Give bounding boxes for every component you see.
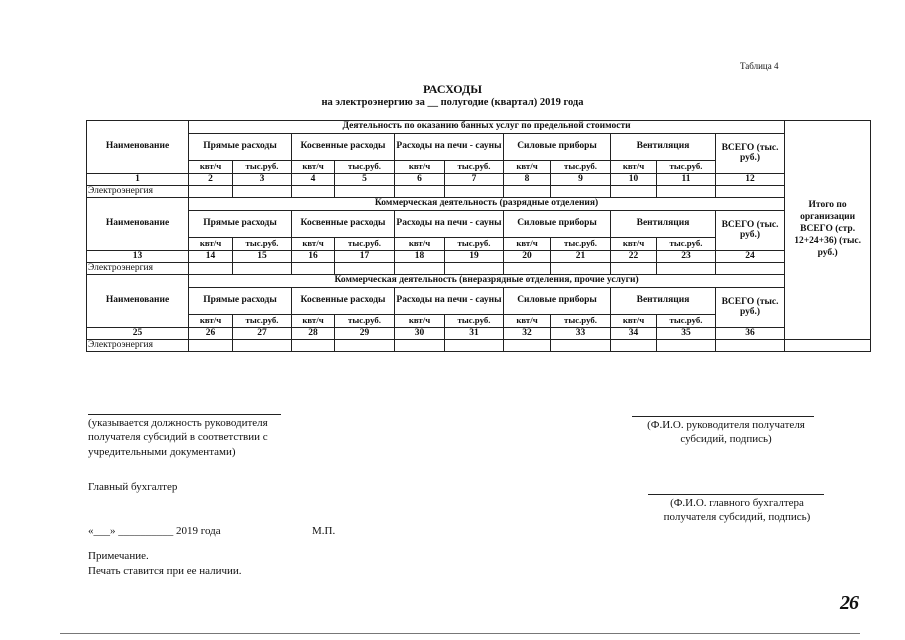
column-number-row xyxy=(87,174,871,186)
section-title-row xyxy=(87,198,871,211)
section-title: Деятельность по оказанию банных услуг по предельной стоимости xyxy=(189,121,785,134)
value-cell xyxy=(611,186,657,198)
value-cell xyxy=(551,186,611,198)
unit-kwh: квт/ч xyxy=(395,315,445,328)
unit-rub: тыс.руб. xyxy=(551,315,611,328)
sum-header: ВСЕГО (тыс. руб.) xyxy=(716,211,785,251)
column-number: 12 xyxy=(716,174,785,186)
unit-kwh: квт/ч xyxy=(292,161,335,174)
column-number: 5 xyxy=(335,174,395,186)
group-header: Косвенные расходы xyxy=(292,211,395,238)
electricity-row xyxy=(87,186,871,198)
column-number: 34 xyxy=(611,328,657,340)
head-note: (Ф.И.О. руководителя получателя субсидий, подпись) xyxy=(647,419,805,446)
row-label: Электроэнергия xyxy=(87,186,189,198)
value-cell xyxy=(395,263,445,275)
column-number: 11 xyxy=(657,174,716,186)
section-title: Коммерческая деятельность (разрядные отделения) xyxy=(189,198,785,211)
date-line: «___» __________ 2019 года xyxy=(88,525,221,537)
column-number: 28 xyxy=(292,328,335,340)
value-cell xyxy=(551,340,611,352)
electricity-row xyxy=(87,263,871,275)
head-signature-line xyxy=(632,416,814,417)
unit-kwh: квт/ч xyxy=(504,238,551,251)
value-cell xyxy=(611,340,657,352)
stamp-place: М.П. xyxy=(312,525,336,537)
electricity-row xyxy=(87,340,871,352)
column-number: 8 xyxy=(504,174,551,186)
unit-rub: тыс.руб. xyxy=(233,315,292,328)
value-cell xyxy=(189,263,233,275)
sum-header: ВСЕГО (тыс. руб.) xyxy=(716,288,785,328)
column-number: 18 xyxy=(395,251,445,263)
column-number: 10 xyxy=(611,174,657,186)
group-header-row xyxy=(87,288,871,315)
group-header: Силовые приборы xyxy=(504,288,611,315)
column-number: 19 xyxy=(445,251,504,263)
document-subtitle: на электроэнергию за __ полугодие (квартал) 2019 года xyxy=(321,97,584,108)
unit-kwh: квт/ч xyxy=(395,161,445,174)
group-header: Прямые расходы xyxy=(189,211,292,238)
group-header: Расходы на печи - сауны xyxy=(395,288,504,315)
row-label: Электроэнергия xyxy=(87,340,189,352)
column-number: 4 xyxy=(292,174,335,186)
group-header: Косвенные расходы xyxy=(292,288,395,315)
position-signature-line xyxy=(88,414,281,415)
value-cell xyxy=(233,263,292,275)
unit-rub: тыс.руб. xyxy=(445,315,504,328)
value-cell xyxy=(445,263,504,275)
group-header: Расходы на печи - сауны xyxy=(395,134,504,161)
group-header: Силовые приборы xyxy=(504,211,611,238)
note-text: Печать ставится при ее наличии. xyxy=(88,565,242,577)
chief-accountant-label: Главный бухгалтер xyxy=(88,481,178,493)
accountant-signature-line xyxy=(648,494,824,495)
column-number: 27 xyxy=(233,328,292,340)
column-number: 16 xyxy=(292,251,335,263)
name-header: Наименование xyxy=(87,121,189,174)
column-number: 9 xyxy=(551,174,611,186)
total-header: Итого по организации ВСЕГО (стр. 12+24+36) (тыс. руб.) xyxy=(785,121,871,340)
unit-kwh: квт/ч xyxy=(611,161,657,174)
value-cell xyxy=(395,340,445,352)
value-cell xyxy=(716,263,785,275)
column-number-row xyxy=(87,251,871,263)
column-number: 36 xyxy=(716,328,785,340)
group-header: Прямые расходы xyxy=(189,134,292,161)
value-cell xyxy=(233,186,292,198)
column-number: 23 xyxy=(657,251,716,263)
value-cell xyxy=(657,186,716,198)
group-header: Расходы на печи - сауны xyxy=(395,211,504,238)
column-number: 35 xyxy=(657,328,716,340)
group-header: Вентиляция xyxy=(611,288,716,315)
unit-rub: тыс.руб. xyxy=(445,161,504,174)
value-cell xyxy=(189,186,233,198)
column-number: 31 xyxy=(445,328,504,340)
column-number: 1 xyxy=(87,174,189,186)
name-header: Наименование xyxy=(87,275,189,328)
unit-kwh: квт/ч xyxy=(504,315,551,328)
column-number: 13 xyxy=(87,251,189,263)
column-number: 2 xyxy=(189,174,233,186)
value-cell xyxy=(504,340,551,352)
section-title-row xyxy=(87,121,871,134)
column-number: 33 xyxy=(551,328,611,340)
document-title: РАСХОДЫ xyxy=(422,82,483,96)
column-number: 29 xyxy=(335,328,395,340)
unit-rub: тыс.руб. xyxy=(551,238,611,251)
unit-rub: тыс.руб. xyxy=(335,161,395,174)
value-cell xyxy=(292,186,335,198)
unit-rub: тыс.руб. xyxy=(657,238,716,251)
note-title: Примечание. xyxy=(88,550,149,562)
column-number: 24 xyxy=(716,251,785,263)
value-cell xyxy=(657,340,716,352)
unit-kwh: квт/ч xyxy=(292,238,335,251)
value-cell xyxy=(716,340,785,352)
unit-rub: тыс.руб. xyxy=(335,238,395,251)
unit-kwh: квт/ч xyxy=(611,315,657,328)
unit-kwh: квт/ч xyxy=(189,315,233,328)
value-cell xyxy=(335,186,395,198)
unit-rub: тыс.руб. xyxy=(657,315,716,328)
unit-kwh: квт/ч xyxy=(189,161,233,174)
unit-kwh: квт/ч xyxy=(504,161,551,174)
value-cell xyxy=(335,340,395,352)
table-label: Таблица 4 xyxy=(740,61,779,71)
sum-header: ВСЕГО (тыс. руб.) xyxy=(716,134,785,174)
value-cell xyxy=(395,186,445,198)
value-cell xyxy=(504,263,551,275)
unit-rub: тыс.руб. xyxy=(657,161,716,174)
row-label: Электроэнергия xyxy=(87,263,189,275)
unit-rub: тыс.руб. xyxy=(335,315,395,328)
unit-rub: тыс.руб. xyxy=(233,238,292,251)
group-header: Силовые приборы xyxy=(504,134,611,161)
column-number: 25 xyxy=(87,328,189,340)
position-note: (указывается должность руководителя получателя субсидий в соответствии с учредительными документами) xyxy=(88,417,268,458)
column-number: 22 xyxy=(611,251,657,263)
column-number: 21 xyxy=(551,251,611,263)
value-cell xyxy=(657,263,716,275)
value-cell xyxy=(716,186,785,198)
total-value-cell xyxy=(785,340,871,352)
section-title: Коммерческая деятельность (внеразрядные отделения, прочие услуги) xyxy=(189,275,785,288)
unit-kwh: квт/ч xyxy=(292,315,335,328)
value-cell xyxy=(292,340,335,352)
accountant-note: (Ф.И.О. главного бухгалтера получателя субсидий, подпись) xyxy=(663,497,811,524)
value-cell xyxy=(335,263,395,275)
value-cell xyxy=(189,340,233,352)
group-header-row xyxy=(87,134,871,161)
value-cell xyxy=(504,186,551,198)
column-number: 7 xyxy=(445,174,504,186)
column-number: 17 xyxy=(335,251,395,263)
value-cell xyxy=(445,340,504,352)
group-header: Прямые расходы xyxy=(189,288,292,315)
group-header: Вентиляция xyxy=(611,134,716,161)
unit-rub: тыс.руб. xyxy=(233,161,292,174)
unit-rub: тыс.руб. xyxy=(551,161,611,174)
group-header: Косвенные расходы xyxy=(292,134,395,161)
expenses-table xyxy=(86,120,871,352)
unit-kwh: квт/ч xyxy=(611,238,657,251)
value-cell xyxy=(445,186,504,198)
column-number: 30 xyxy=(395,328,445,340)
column-number: 14 xyxy=(189,251,233,263)
unit-kwh: квт/ч xyxy=(189,238,233,251)
section-title-row xyxy=(87,275,871,288)
value-cell xyxy=(233,340,292,352)
column-number: 3 xyxy=(233,174,292,186)
group-header: Вентиляция xyxy=(611,211,716,238)
value-cell xyxy=(292,263,335,275)
unit-rub: тыс.руб. xyxy=(445,238,504,251)
value-cell xyxy=(551,263,611,275)
group-header-row xyxy=(87,211,871,238)
bottom-rule xyxy=(60,633,860,634)
handwritten-page-number: 26 xyxy=(840,592,858,614)
column-number: 20 xyxy=(504,251,551,263)
column-number: 6 xyxy=(395,174,445,186)
column-number: 26 xyxy=(189,328,233,340)
name-header: Наименование xyxy=(87,198,189,251)
value-cell xyxy=(611,263,657,275)
column-number: 15 xyxy=(233,251,292,263)
unit-kwh: квт/ч xyxy=(395,238,445,251)
column-number-row xyxy=(87,328,871,340)
column-number: 32 xyxy=(504,328,551,340)
